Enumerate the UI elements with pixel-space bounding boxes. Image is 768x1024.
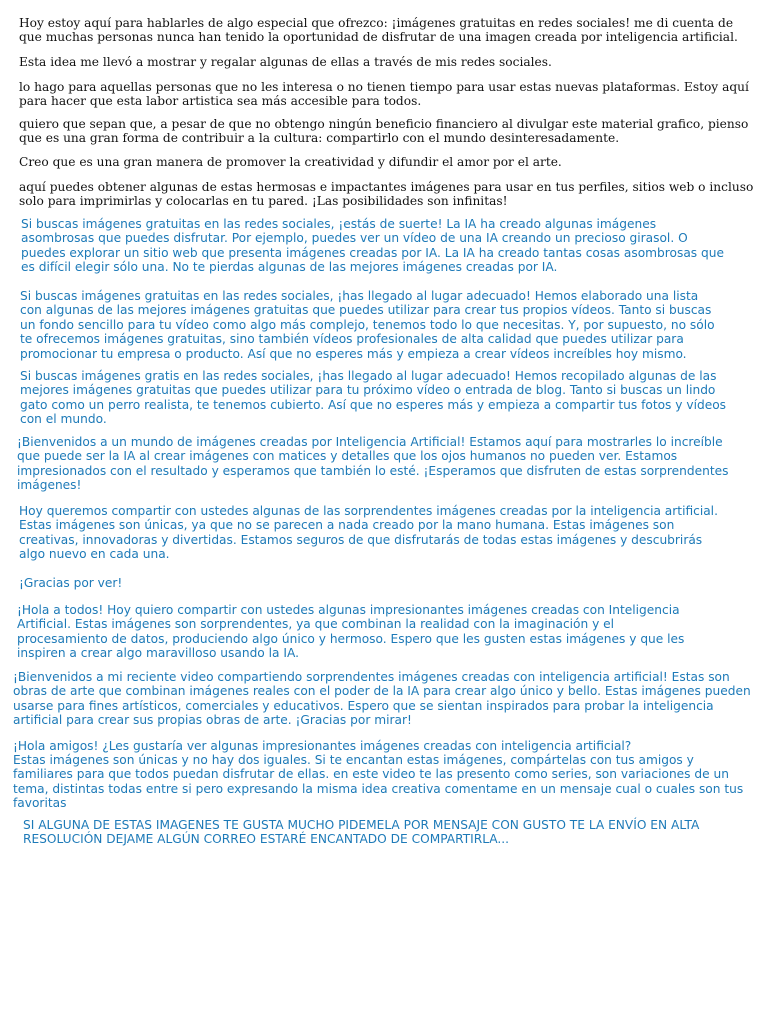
closing-request-text: SI ALGUNA DE ESTAS IMAGENES TE GUSTA MUCHO PIDEMELA POR MENSAJE CON GUSTO TE LA ENVÍO EN ALTA RESOLUCIÓN DEJAME ALGÚN CORREO ESTARÉ ENCANTADO DE COMPARTIRLA...	[23, 818, 700, 847]
blue-paragraph-8: Estas imágenes son únicas y no hay dos iguales. Si te encantan estas imágenes, compártelas con tus amigos y familiares para que todos puedan disfrutar de ellas. en este video te las presento como series, son variaciones de un tema, distintas todas entre si pero expresando la misma idea creativa comentame en un mensaje cual o cuales son tus favoritas	[13, 753, 744, 811]
intro-paragraph-5: Creo que es una gran manera de promover la creatividad y difundir el amor por el arte.	[19, 155, 562, 169]
intro-paragraph-4: quiero que sepan que, a pesar de que no obtengo ningún beneficio financiero al divulgar este material grafico, pienso que es una gran forma de contribuir a la cultura: compartirlo con el mundo desinteresadamente.	[19, 117, 749, 145]
blue-paragraph-1: Si buscas imágenes gratuitas en las redes sociales, ¡estás de suerte! La IA ha creado algunas imágenes asombrosas que puedes disfrutar. Por ejemplo, puedes ver un vídeo de una IA creando un precioso girasol. O puedes explorar un sitio web que presenta imágenes creadas por IA. La IA ha creado tantas cosas asombrosas que es difícil elegir sólo una. No te pierdas algunas de las mejores imágenes creadas por IA.	[21, 217, 724, 275]
blue-paragraph-4: ¡Bienvenidos a un mundo de imágenes creadas por Inteligencia Artificial! Estamos aquí para mostrarles lo increíble que puede ser la IA al crear imágenes con matices y detalles que los ojos humanos no pueden ver. Estamos impresionados con el resultado y esperamos que también lo esté. ¡Esperamos que disfruten de estas sorprendentes imágenes!	[17, 435, 729, 493]
blue-paragraph-6: ¡Hola a todos! Hoy quiero compartir con ustedes algunas impresionantes imágenes creadas con Inteligencia Artificial. Estas imágenes son sorprendentes, ya que combinan la realidad con la imaginación y el procesamiento de datos, produciendo algo único y hermoso. Espero que les gusten estas imágenes y que les inspiren a crear algo maravilloso usando la IA.	[17, 603, 685, 661]
blue-thanks-line: ¡Gracias por ver!	[19, 576, 123, 590]
intro-paragraph-2: Esta idea me llevó a mostrar y regalar algunas de ellas a través de mis redes sociales.	[19, 55, 552, 69]
blue-paragraph-7: ¡Bienvenidos a mi reciente video compartiendo sorprendentes imágenes creadas con inteligencia artificial! Estas son obras de arte que combinan imágenes reales con el poder de la IA para crear algo único y bello. Estas imágenes pueden usarse para fines artísticos, comerciales y educativos. Espero que se sientan inspirados para probar la inteligencia artificial para crear sus propias obras de arte. ¡Gracias por mirar!	[13, 670, 751, 728]
intro-paragraph-6: aquí puedes obtener algunas de estas hermosas e impactantes imágenes para usar en tus perfiles, sitios web o incluso solo para imprimirlas y colocarlas en tu pared. ¡Las posibilidades son infinitas!	[19, 180, 754, 208]
blue-paragraph-5: Hoy queremos compartir con ustedes algunas de las sorprendentes imágenes creadas por la inteligencia artificial. Estas imágenes son únicas, ya que no se parecen a nada creado por la mano humana. Estas imágenes son creativas, innovadoras y divertidas. Estamos seguros de que disfrutarás de todas estas imágenes y descubrirás algo nuevo en cada una.	[19, 504, 718, 562]
blue-paragraph-2: Si buscas imágenes gratuitas en las redes sociales, ¡has llegado al lugar adecuado! Hemos elaborado una lista con algunas de las mejores imágenes gratuitas que puedes utilizar para crear tus propios vídeos. Tanto si buscas un fondo sencillo para tu vídeo como algo más complejo, tenemos todo lo que necesitas. Y, por supuesto, no sólo te ofrecemos imágenes gratuitas, sino también vídeos profesionales de alta calidad que puedes utilizar para promocionar tu empresa o producto. Así que no esperes más y empieza a crear vídeos increíbles hoy mismo.	[20, 289, 715, 361]
intro-paragraph-1: Hoy estoy aquí para hablarles de algo especial que ofrezco: ¡imágenes gratuitas en redes sociales! me di cuenta de que muchas personas nunca han tenido la oportunidad de disfrutar de una imagen creada por inteligencia artificial.	[19, 16, 738, 44]
blue-question-line: ¡Hola amigos! ¿Les gustaría ver algunas impresionantes imágenes creadas con inteligencia artificial?	[13, 739, 632, 753]
blue-paragraph-3: Si buscas imágenes gratis en las redes sociales, ¡has llegado al lugar adecuado! Hemos recopilado algunas de las mejores imágenes gratuitas que puedes utilizar para tu próximo vídeo o entrada de blog. Tanto si buscas un lindo gato como un perro realista, te tenemos cubierto. Así que no esperes más y empieza a compartir tus fotos y vídeos con el mundo.	[20, 369, 727, 427]
intro-paragraph-3: lo hago para aquellas personas que no les interesa o no tienen tiempo para usar estas nuevas plataformas. Estoy aquí para hacer que esta labor artistica sea más accesible para todos.	[19, 80, 749, 108]
